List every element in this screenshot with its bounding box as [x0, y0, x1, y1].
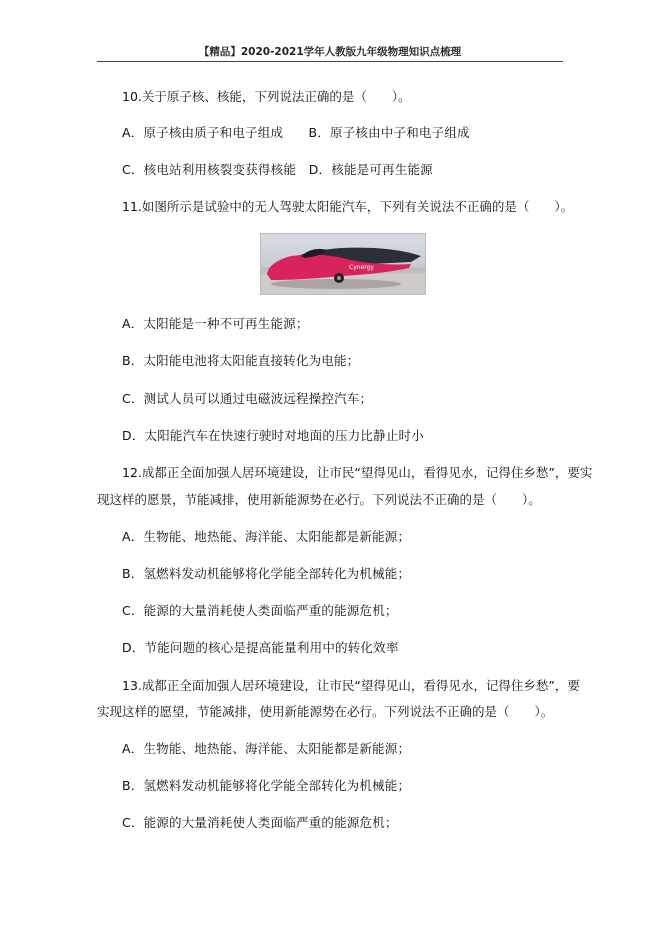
question-11-stem: 11.如图所示是试验中的无人驾驶太阳能汽车，下列有关说法不正确的是（ ）。: [122, 199, 574, 214]
question-11-option-b: B．太阳能电池将太阳能直接转化为电能；: [122, 353, 360, 368]
question-10-options-cd: C．核电站利用核裂变获得核能 D．核能是可再生能源: [122, 162, 433, 177]
question-13-stem-line1: 13.成都正全面加强人居环境建设，让市民“望得见山，看得见水，记得住乡愁”，要: [122, 678, 580, 693]
question-10-stem: 10.关于原子核、核能，下列说法正确的是（ ）。: [122, 89, 411, 104]
header-divider: [97, 61, 563, 62]
question-12-stem-line2: 现这样的愿景，节能减排，使用新能源势在必行。下列说法不正确的是（ ）。: [97, 492, 541, 507]
question-11-option-c: C．测试人员可以通过电磁波远程操控汽车；: [122, 391, 373, 406]
question-12-option-a: A．生物能、地热能、海洋能、太阳能都是新能源；: [122, 529, 411, 544]
question-12-option-d: D．节能问题的核心是提高能量利用中的转化效率: [122, 640, 399, 655]
question-12-stem-line1: 12.成都正全面加强人居环境建设，让市民“望得见山，看得见水，记得住乡愁”，要实: [122, 465, 593, 480]
car-logo-text: Cynergy: [349, 264, 374, 271]
question-13-option-c: C．能源的大量消耗使人类面临严重的能源危机；: [122, 815, 398, 830]
question-12-option-b: B．氢燃料发动机能够将化学能全部转化为机械能；: [122, 566, 411, 581]
question-11-option-d: D．太阳能汽车在快速行驶时对地面的压力比静止时小: [122, 428, 424, 443]
question-13-option-a: A．生物能、地热能、海洋能、太阳能都是新能源；: [122, 741, 411, 756]
question-11-option-a: A．太阳能是一种不可再生能源；: [122, 316, 309, 331]
question-13-stem-line2: 实现这样的愿望，节能减排，使用新能源势在必行。下列说法不正确的是（ ）。: [97, 704, 554, 719]
solar-car-image: [260, 233, 426, 295]
question-12-option-c: C．能源的大量消耗使人类面临严重的能源危机；: [122, 603, 398, 618]
solar-car-illustration: [261, 234, 425, 294]
question-13-option-b: B．氢燃料发动机能够将化学能全部转化为机械能；: [122, 778, 411, 793]
question-10-options-ab: A．原子核由质子和电子组成 B．原子核由中子和电子组成: [122, 125, 470, 140]
page-header: 【精品】2020-2021学年人教版九年级物理知识点梳理: [198, 46, 462, 58]
